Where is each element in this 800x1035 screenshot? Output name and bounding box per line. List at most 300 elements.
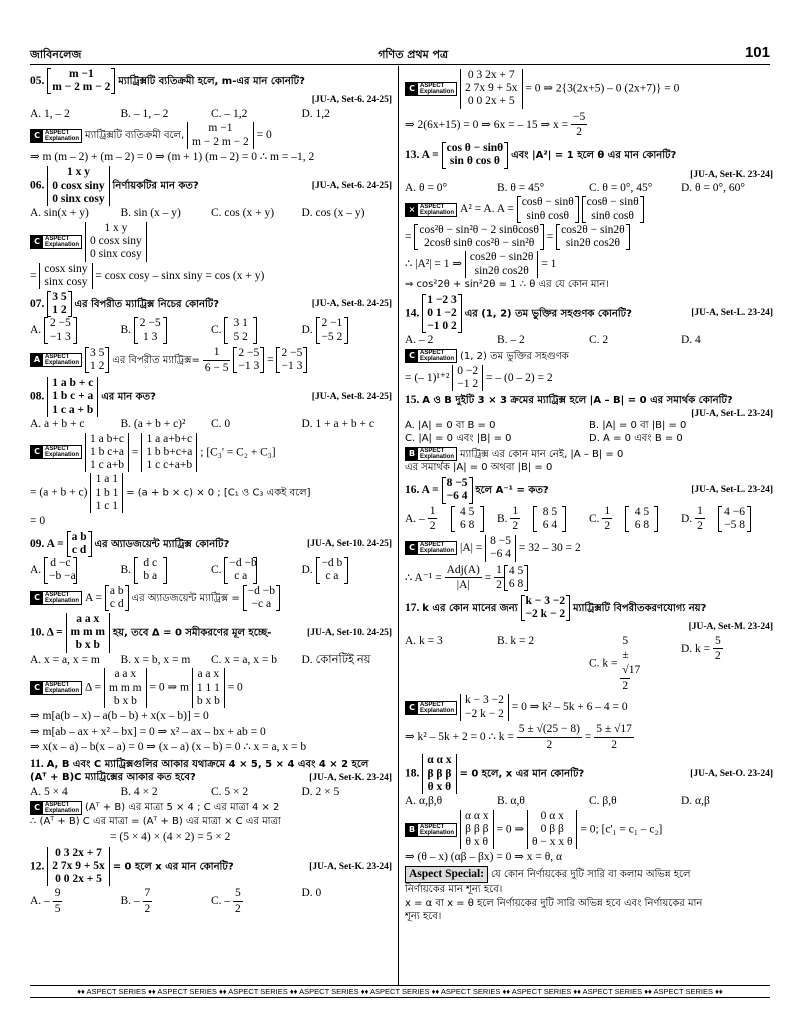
text: এর মান কত?: [101, 391, 156, 403]
matrix: [47, 166, 109, 206]
text: [JU-A, Set-6. 24-25]: [311, 181, 392, 192]
qline: [30, 291, 392, 317]
bi: A: [31, 354, 43, 366]
matrix-row: m − 2 m − 2: [52, 81, 111, 94]
option: B. α,θ: [497, 795, 525, 808]
bt: [43, 130, 81, 142]
element: [405, 294, 632, 334]
text: = 0: [256, 129, 272, 142]
text: Explanation: [45, 688, 80, 695]
option: D. 1 + a + b + c: [301, 417, 374, 430]
matrix-row: cosθ − sinθ: [586, 196, 639, 209]
text: ASPECT: [45, 354, 70, 361]
options: [405, 333, 773, 348]
matrix-row: cosx siny: [44, 262, 88, 275]
question-12: [30, 847, 392, 917]
matrix-row: m m m: [70, 626, 105, 639]
matrix: [85, 347, 109, 373]
bi: ×: [406, 204, 418, 216]
bi: C: [31, 682, 43, 694]
text: নির্ণায়কটির মান কত?: [112, 180, 199, 192]
frac: [494, 563, 504, 593]
aspect-badge: [405, 701, 457, 715]
matrix: [187, 122, 254, 148]
text: এবং |A²| = 1 হলে θ এর মান কোনটি?: [511, 149, 677, 161]
matrix-row: −c a: [251, 597, 272, 610]
bt: [43, 354, 81, 366]
matrix-row: 0 0 2x + 5: [467, 95, 515, 108]
matrix-row: 1 2: [90, 360, 105, 373]
text: 2: [611, 738, 617, 751]
qline: [30, 531, 392, 557]
option: B. 4 × 2: [120, 785, 158, 798]
matrix: [104, 668, 147, 708]
text: Explanation: [45, 360, 80, 367]
fraction: [143, 886, 166, 916]
element: 10. Δ = a a x m m m b x b হয়, তবে Δ = 0 সমীকরণের মূল হচ্ছে-: [30, 612, 272, 652]
option: A. 5 × 4: [30, 785, 68, 798]
option: A. d −c −b −a: [30, 557, 76, 583]
matrix: [47, 68, 115, 94]
exp: = cos²θ − sin²θ − 2 sinθcosθ 2cosθ sinθ cos²θ − sin²θ = cos2θ − sin2θ sin2θ cos2θ: [405, 224, 773, 250]
text: 2: [496, 579, 502, 592]
bt: [43, 236, 81, 248]
text: এর অ্যাডজয়েন্ট ম্যাট্রিক্স =: [131, 592, 240, 604]
text: 18.: [405, 767, 420, 780]
question-09: [30, 531, 392, 611]
element: [30, 291, 219, 317]
option: C. 3 1 5 2: [211, 317, 302, 343]
matrix: [90, 473, 123, 513]
exp: C ASPECT Explanation A = a b c d এর অ্যাডজয়েন্ট ম্যাট্রিক্স = −d −b −c a: [30, 585, 392, 611]
text: 17.: [405, 601, 420, 614]
matrix-row: c a: [325, 570, 339, 583]
matrix: [224, 557, 257, 583]
text: Explanation: [420, 88, 455, 95]
matrix: [85, 222, 147, 262]
options: [405, 420, 773, 446]
text: ASPECT: [420, 350, 445, 357]
matrix-row: −d b: [321, 557, 343, 570]
text: x = α বা x = θ হলে নির্ণায়কের দুটি সারি অভিন্ন হবে এবং নির্ণায়কের মান: [405, 897, 703, 909]
qline: [30, 68, 392, 94]
d: 2: [144, 903, 151, 916]
matrix: [224, 317, 257, 343]
text: হয়, তবে Δ = 0 সমীকরণের মূল হচ্ছে-: [112, 627, 272, 639]
element: [405, 393, 733, 408]
aspect-badge: [30, 801, 82, 815]
matrix-row: c d: [71, 543, 87, 556]
n: 5: [713, 634, 723, 650]
text: ⇒ k² – 5k + 2 = 0 ∴ k =: [405, 730, 514, 743]
text: =: [584, 730, 592, 743]
text: এর অ্যাডজয়েন্ট ম্যাট্রিক্স কোনটি?: [94, 538, 230, 550]
matrix-row: 1 b c+a: [90, 445, 124, 458]
aspect-badge: [405, 82, 457, 96]
qline: [405, 754, 773, 794]
text: এর বিপরীত ম্যাট্রিক্স=: [112, 354, 200, 366]
text: (1, 2) তম ভুক্তির সহগুণক: [460, 350, 569, 362]
matrix: [134, 317, 167, 343]
matrix-row: a b: [71, 530, 87, 543]
text: ∴ (Aᵀ + B) C এর মাত্রা = (Aᵀ + B) এর মাত্রা × C এর মাত্রা: [30, 816, 281, 828]
bi: C: [406, 542, 418, 554]
exp: [30, 222, 392, 262]
aspect-badge: [405, 447, 457, 461]
element: [30, 166, 199, 206]
bi: C: [31, 130, 43, 142]
exp: [405, 349, 773, 364]
bi: C: [406, 83, 418, 95]
qline: [30, 377, 392, 417]
d: 2: [604, 520, 611, 533]
aspect-badge: [30, 235, 82, 249]
matrix-row: 0 0 2x + 5: [55, 873, 102, 886]
matrix: [243, 585, 280, 611]
matrix-row: 0 cosx siny: [90, 235, 142, 248]
text: ⇒ 2(6x+15) = 0 ⇒ 6x = – 15 ⇒ x =: [405, 118, 569, 131]
text: ASPECT: [420, 823, 445, 830]
text: ASPECT: [420, 82, 445, 89]
text: = (5 × 4) × (4 × 2) = 5 × 2: [110, 831, 231, 844]
exp: C ASPECT Explanation 1 a b+c 1 b c+a 1 c a+b = 1 a a+b+c 1 b b+c+a 1 c c+a+b ; [C₃' = C₂ + C₃]: [30, 433, 392, 473]
matrix-row: b x b: [113, 694, 137, 707]
options: [405, 504, 773, 534]
option: C. k = $\frac{5 \pm √17}{2}$: [589, 634, 681, 694]
matrix-row: 1 a b+c: [90, 432, 124, 445]
matrix: [316, 557, 349, 583]
matrix-row: sinθ cosθ: [591, 209, 634, 222]
frac: [571, 110, 587, 140]
text: Explanation: [45, 241, 80, 248]
text: এর বিপরীত ম্যাট্রিক্স নিচের কোনটি?: [74, 298, 220, 310]
element: [405, 595, 706, 621]
bi: B: [406, 824, 418, 836]
text: k এর কোন মানের জন্য: [422, 602, 518, 614]
qline: [405, 595, 773, 621]
bt: [418, 448, 456, 460]
option: C. 5 × 2: [211, 785, 249, 798]
aspect-badge: [30, 353, 82, 367]
question-14: [405, 294, 773, 392]
exp: [405, 365, 773, 391]
matrix: [556, 224, 630, 250]
frac: [517, 722, 582, 752]
matrix: [422, 754, 456, 794]
exp: [405, 447, 773, 462]
d: 2: [429, 520, 436, 533]
question-16: [405, 477, 773, 593]
option: B. |A| = 0 বা |B| = 0: [589, 420, 687, 432]
matrix: [517, 196, 579, 222]
matrix-row: −6 4: [446, 490, 468, 503]
text: [JU-A, Set-K. 23-24]: [690, 169, 773, 180]
question-ref: [JU-A, Set-6. 24-25]: [311, 95, 392, 106]
matrix-row: sin2θ cos2θ: [565, 237, 620, 250]
n: 7: [143, 886, 153, 902]
option: B. k = 2: [497, 634, 535, 647]
matrix: [485, 535, 516, 561]
option: D. k = $\frac{5}{2}$: [681, 634, 773, 694]
bi: C: [31, 236, 43, 248]
text: ⇒ m[ab – ax + x² – bx] = 0 ⇒ x² – ax – bx + ab = 0: [30, 725, 266, 738]
matrix-row: −b −a: [49, 570, 76, 583]
matrix-row: k − 3 −2: [465, 694, 504, 707]
matrix-row: 1 a 1: [95, 473, 118, 486]
matrix-row: 1 −2 3: [427, 293, 457, 306]
aspect-badge: [405, 203, 457, 217]
n: 1: [602, 504, 612, 520]
option: A. sin(x + y): [30, 207, 89, 220]
text: [JU-A, Set-L. 23-24]: [691, 485, 773, 496]
options: [30, 206, 392, 221]
bt: [418, 204, 456, 216]
matrix: [527, 810, 578, 850]
option: D. 2 −1 −5 2: [302, 317, 393, 343]
options: [30, 886, 392, 916]
text: Explanation: [45, 597, 80, 604]
exp: [405, 251, 773, 277]
text: A, B এবং C ম্যাট্রিক্সগুলির আকার যথাক্রমে 4 × 5, 5 × 4 এবং 4 × 2 হলে: [46, 759, 369, 771]
text: ASPECT: [45, 591, 70, 598]
question-07: [30, 291, 392, 375]
matrix-row: cos²θ − sin²θ − 2 sinθcosθ: [419, 223, 539, 236]
matrix-row: 1 a a+b+c: [146, 432, 193, 445]
bi: C: [406, 702, 418, 714]
option: C. 0: [211, 417, 231, 430]
option: B. – 1, – 2: [120, 107, 169, 120]
text: [JU-A, Set-O. 23-24]: [690, 769, 773, 780]
text: A ও B দুইটি 3 × 3 ক্রমের ম্যাট্রিক্স হলে |A – B| = 0 এর সমার্থক কোনটি?: [422, 395, 733, 407]
bi: C: [31, 592, 43, 604]
text: 2: [546, 738, 553, 751]
text: নির্ণায়কের মান শূন্য হবে।: [405, 883, 503, 895]
text: 5 ± √(25 − 8): [517, 722, 582, 738]
text: Adj(A): [445, 563, 482, 579]
matrix-row: 2 −5: [49, 317, 71, 330]
question-17: [405, 595, 773, 752]
d: 2: [512, 520, 519, 533]
page-number: 101: [744, 43, 770, 61]
options: [30, 417, 392, 432]
matrix-row: −d −b: [247, 584, 275, 597]
option: D. 4: [681, 334, 701, 347]
bt: [418, 702, 456, 714]
matrix-row: a a x: [197, 668, 220, 681]
d: 2: [697, 520, 703, 533]
options: [30, 653, 392, 668]
frac: [594, 722, 634, 752]
text: ⇒ x(x – a) – b(x – a) = 0 ⇒ (x – a) (x – b) = 0 ∴ x = a, x = b: [30, 741, 307, 754]
aspect-badge: [30, 681, 82, 695]
matrix-row: 2 −5: [238, 346, 260, 359]
aspect-badge: [30, 445, 82, 459]
option: D. α,β: [681, 795, 710, 808]
text: =: [484, 571, 492, 584]
d: 5: [54, 903, 61, 916]
option: D. 1,2: [301, 107, 330, 120]
matrix-row: 0 α x: [540, 809, 564, 822]
option: B. – 2: [497, 334, 525, 347]
matrix-row: −d −b: [229, 557, 257, 570]
option: A. 2 −5 −1 3: [30, 317, 121, 343]
matrix-row: 1 x y: [104, 221, 128, 234]
text: ; [C₃' = C₂ + C₃]: [200, 446, 276, 459]
matrix: [192, 668, 225, 708]
option: A. x = a, x = m: [30, 653, 100, 666]
question-13: [405, 142, 773, 291]
option: C. – $\frac{5}{2}$: [211, 886, 302, 916]
bt: [43, 592, 81, 604]
qline: [30, 772, 392, 785]
text: 2: [576, 126, 583, 139]
matrix-row: −1 3: [49, 330, 71, 343]
options: [30, 785, 392, 800]
text: = 0 হলে, x এর মান কোনটি?: [459, 768, 585, 780]
text: ম্যাট্রিক্সটি বিপরীতকরণযোগ্য নয়?: [573, 602, 707, 614]
aspect-badge: [30, 591, 82, 605]
matrix-row: a a x: [114, 668, 137, 681]
n: 5: [233, 886, 243, 902]
option: C. x = a, x = b: [211, 653, 277, 666]
text: = (a + b × c) × 0 ; [C₁ ও C₃ একই বলে]: [126, 487, 311, 499]
text: −5: [571, 110, 587, 126]
option: B. x = b, x = m: [120, 653, 191, 666]
option: A. |A| = 0 বা B = 0: [405, 420, 496, 432]
text: 13.: [405, 148, 420, 161]
matrix: [66, 613, 111, 653]
exp: B ASPECT Explanation α α x β β β θ x θ = 0 ⇒ 0 α x 0 β β θ − x x θ = 0; [c'₁ = c₁ – c₂]: [405, 810, 773, 850]
matrix-row: 1 b b+c+a: [146, 445, 193, 458]
text: = 0; [c'₁ = c₁ – c₂]: [580, 823, 663, 836]
aspect-badge: [30, 129, 82, 143]
text: ম্যাট্রিক্সটি ব্যতিক্রমী বলে,: [85, 130, 185, 142]
text: 15.: [405, 394, 420, 407]
fraction: [602, 504, 625, 534]
question-06: [30, 166, 392, 288]
option: D. কোনটিই নয়: [301, 653, 371, 666]
text: 5 ± √17: [594, 722, 634, 738]
bi: C: [31, 802, 43, 814]
element: 16. A = 8 −5 −6 4 হলে A⁻¹ = কত?: [405, 477, 549, 503]
text: ASPECT: [45, 235, 70, 242]
matrix-row: 0 3 2x + 7: [467, 69, 515, 81]
matrix: [442, 477, 473, 503]
matrix: [533, 506, 566, 532]
option: D. cos (x – y): [301, 207, 365, 220]
text: 09.: [30, 537, 45, 550]
matrix: [521, 595, 571, 621]
text: [JU-A, Set-10. 24-25]: [307, 627, 392, 638]
matrix-row: c a: [234, 570, 248, 583]
option: A. – $\frac{1}{2}$ 4 5 6 8: [405, 504, 497, 534]
text: [JU-A, Set-10. 24-25]: [307, 538, 392, 549]
option: C. θ = 0°, 45°: [589, 181, 653, 194]
matrix-row: d −c: [50, 557, 71, 570]
text: [JU-A, Set-8. 24-25]: [311, 299, 392, 310]
option: C. β,θ: [589, 795, 617, 808]
text: (Aᵀ + B) এর মাত্রা 5 × 4 ; C এর মাত্রা 4 × 2: [85, 802, 280, 814]
matrix-row: sin2θ cos2θ: [474, 264, 529, 277]
matrix-row: 2 −5: [281, 346, 303, 359]
bt: [418, 824, 456, 836]
question-11: [30, 757, 392, 845]
text: = 0: [30, 514, 46, 527]
bt: [418, 83, 456, 95]
matrix-row: −2 k − 2: [465, 707, 504, 720]
element: [30, 757, 368, 772]
text: = cosx cosy – sinx siny = cos (x + y): [95, 269, 265, 282]
header-left: জাবিনলেজ: [30, 47, 82, 61]
matrix-row: 3 1: [233, 317, 248, 330]
bt: [43, 446, 81, 458]
matrix-row: 0 β β: [540, 822, 564, 835]
element: 13. A = cos θ − sinθ sin θ cos θ এবং |A²| = 1 হলে θ এর মান কোনটি?: [405, 142, 677, 168]
matrix-row: 6 4: [542, 518, 558, 531]
matrix: [718, 506, 751, 532]
matrix-row: 3 5: [52, 290, 67, 303]
fraction: [428, 504, 451, 534]
option: B. 2 −5 1 3: [121, 317, 212, 343]
bt: [418, 350, 456, 362]
matrix-row: θ x θ: [465, 836, 489, 849]
text: ম্যাট্রিক্সটি ব্যতিক্রমী হলে, m-এর মান কোনটি?: [118, 75, 305, 87]
element: [30, 847, 234, 887]
matrix-row: m − 2 m − 2: [192, 135, 249, 148]
text: ASPECT: [45, 446, 70, 453]
matrix-row: α α x: [427, 754, 452, 767]
matrix-row: 6 8: [460, 518, 475, 531]
matrix-row: 0 −2: [457, 364, 479, 377]
d: 2: [235, 903, 241, 916]
element: 09. A = a b c d এর অ্যাডজয়েন্ট ম্যাট্রিক্স কোনটি?: [30, 530, 230, 556]
question-18: [405, 754, 773, 924]
footer-banner: ♦♦ ASPECT SERIES ♦♦ ASPECT SERIES ♦♦ ASPECT SERIES ♦♦ ASPECT SERIES ♦♦ ASPECT SERIES ♦♦ ASPECT SERIES ♦♦ ASPECT SERIES ♦♦ ASPECT SERIES ♦♦ ASPECT SERIES ♦♦: [30, 985, 770, 998]
qline: [405, 294, 773, 334]
matrix-row: θ − x x θ: [531, 836, 573, 849]
qline: [30, 613, 392, 653]
frac: [445, 563, 482, 593]
matrix-row: 2cosθ sinθ cos²θ − sin²θ: [424, 237, 535, 250]
matrix-row: 1 b 1: [95, 486, 119, 499]
options: [30, 317, 392, 343]
text: 1: [203, 345, 231, 361]
text: ⇒ cos²2θ + sin²2θ = 1 ∴ θ এর যে কোন মান।: [405, 278, 609, 290]
text: [JU-A, Set-8. 24-25]: [311, 392, 392, 402]
text: 11.: [30, 758, 44, 771]
matrix: [47, 377, 98, 417]
option: D. −d b c a: [302, 557, 393, 583]
matrix: [582, 196, 644, 222]
exp: [30, 800, 392, 815]
option: C. 2: [589, 334, 609, 347]
text: শূন্য হবে।: [405, 911, 442, 923]
matrix-row: 1 c c+a+b: [146, 459, 193, 472]
text: [JU-A, Set-M. 23-24]: [688, 622, 773, 633]
option: B. sin (x – y): [120, 207, 181, 220]
text: ASPECT: [420, 701, 445, 708]
aspect-badge: [405, 823, 457, 837]
matrix: [452, 365, 483, 391]
text: ASPECT: [45, 801, 70, 808]
matrix: [465, 251, 539, 277]
text: = 0 ⇒ 2{3(2x+5) – 0 (2x+7)} = 0: [525, 82, 680, 95]
matrix: [414, 224, 544, 250]
matrix: [141, 433, 197, 473]
d: 2: [715, 650, 721, 663]
option: C. −d −b c a: [211, 557, 257, 583]
option: B. θ = 45°: [497, 181, 545, 194]
